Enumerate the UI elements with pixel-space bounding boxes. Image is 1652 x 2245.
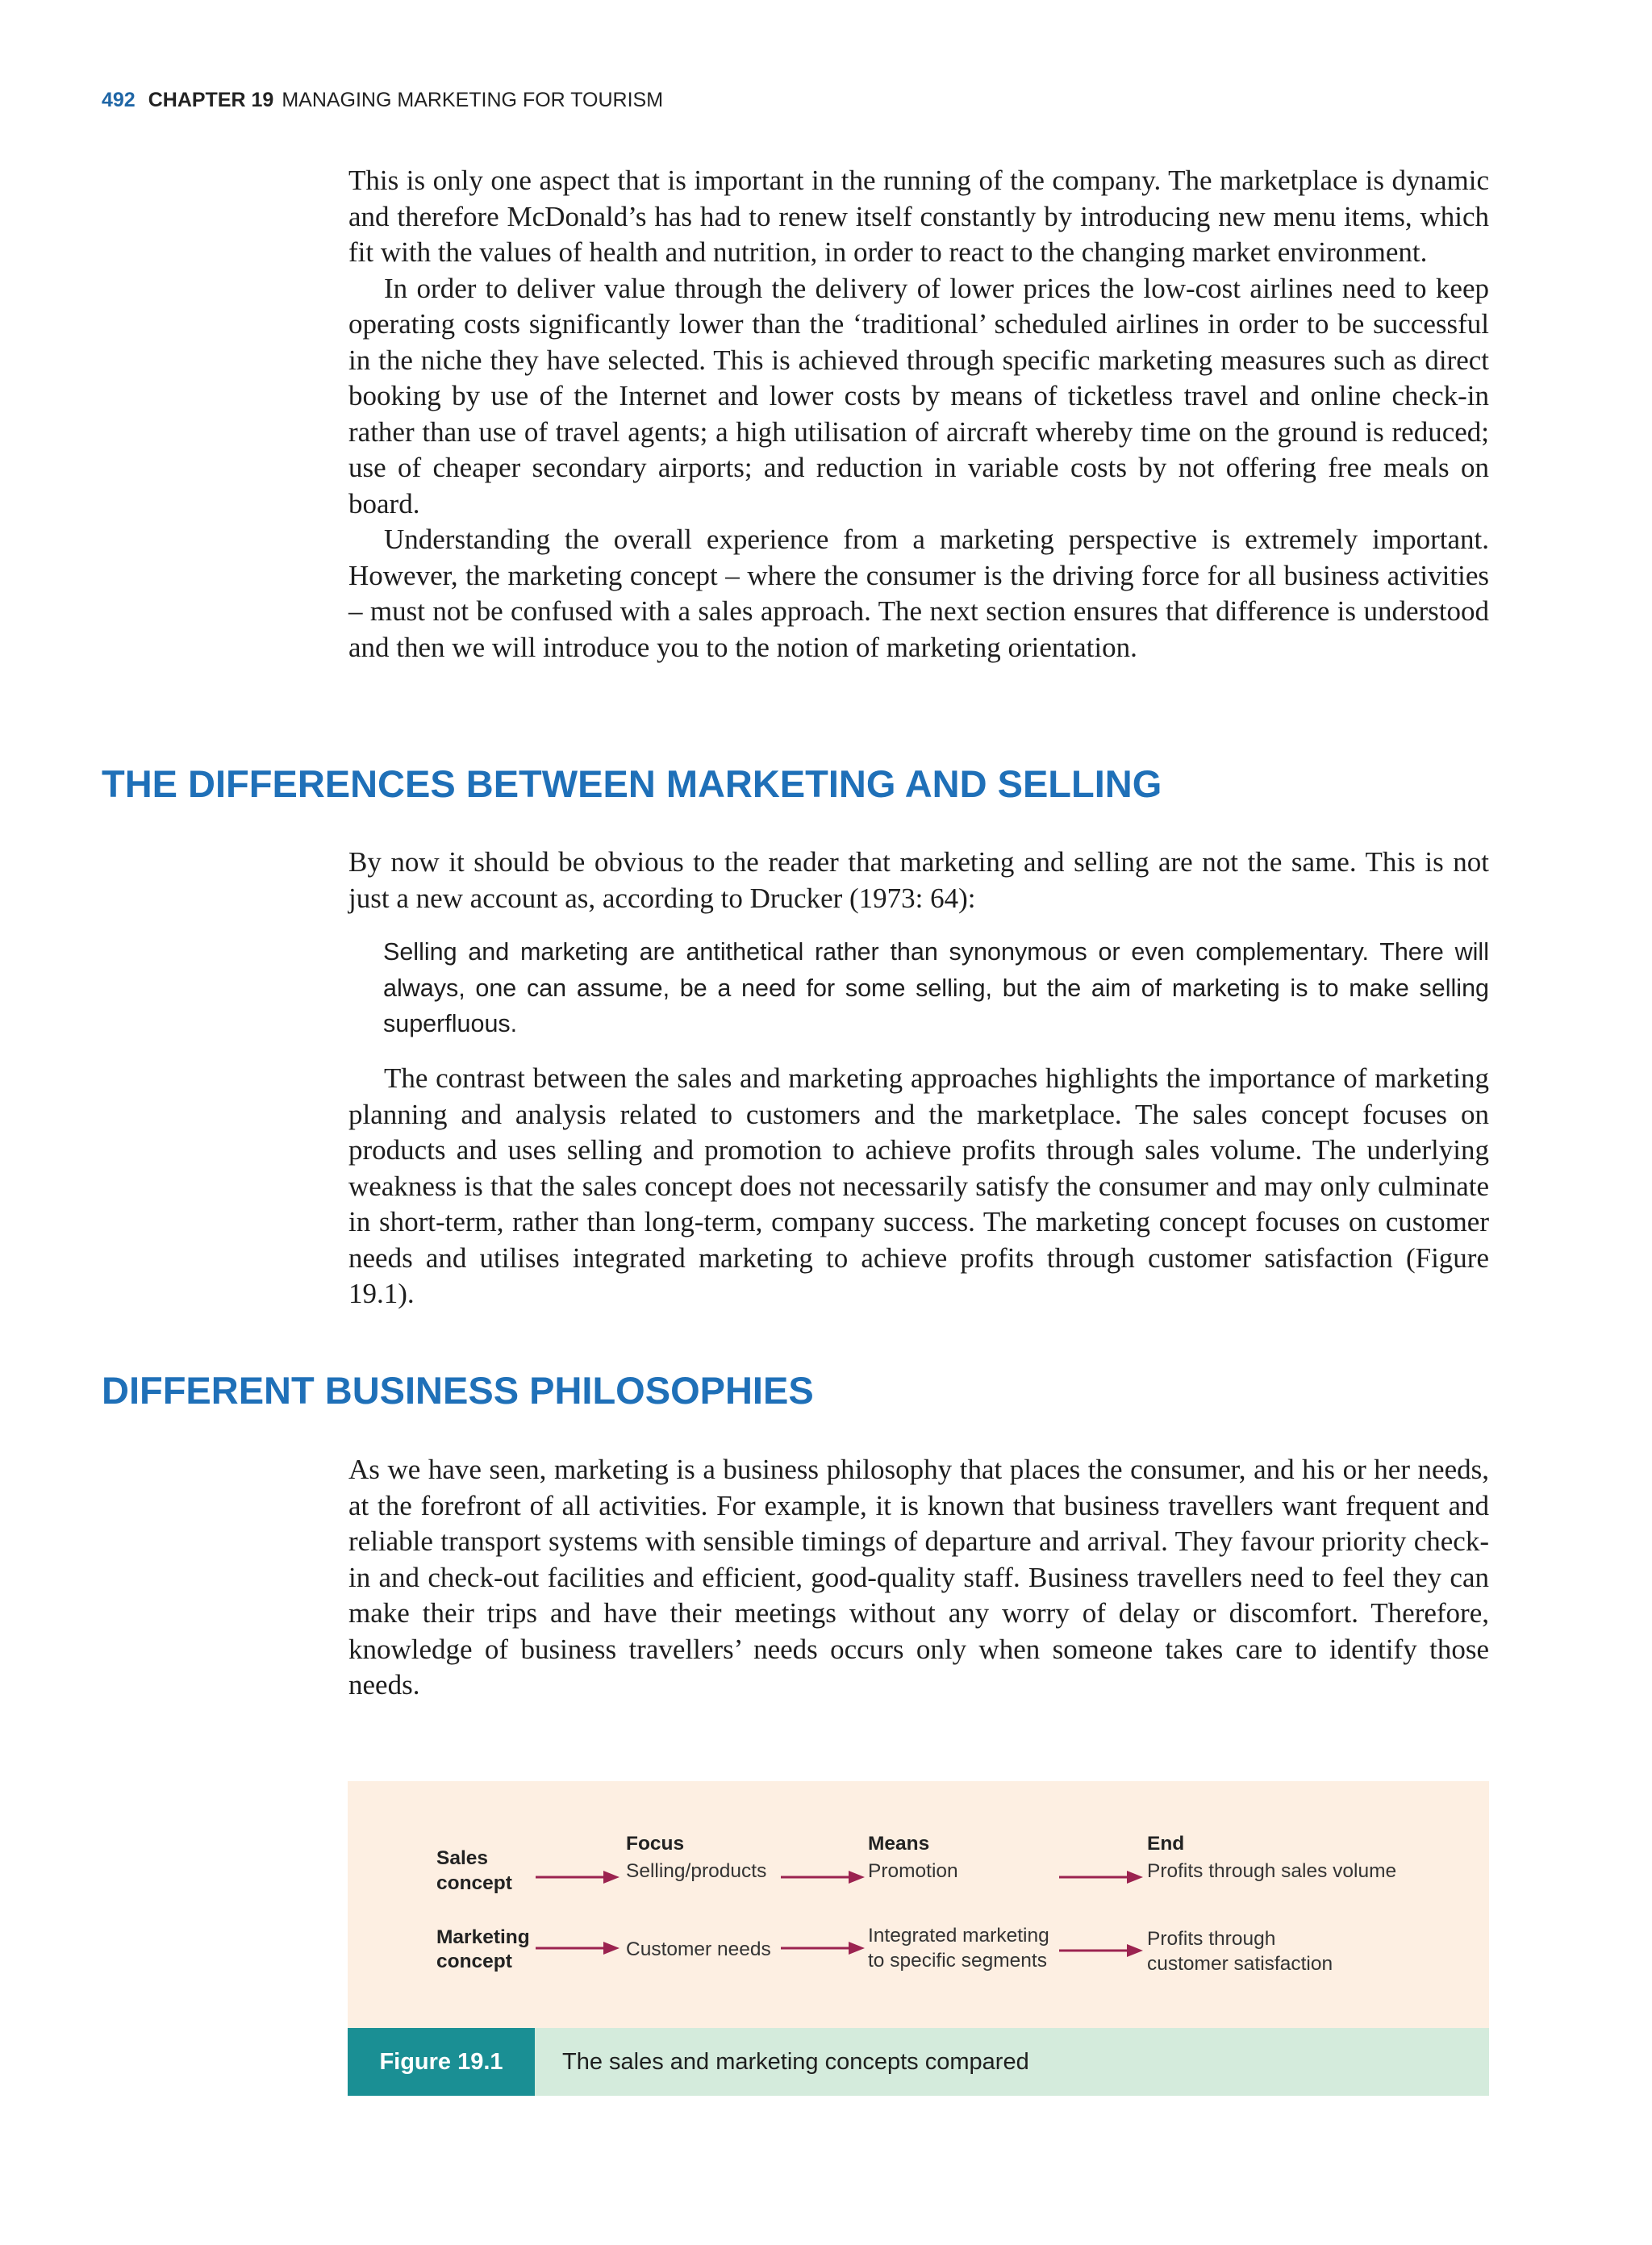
section1-body bbox=[348, 1061, 1489, 1312]
sales-end: Profits through sales volume bbox=[1147, 1860, 1397, 1882]
figure-caption: The sales and marketing concepts compared bbox=[562, 2049, 1029, 2075]
arrow-icon bbox=[536, 1867, 621, 1888]
page-number: 492 bbox=[102, 89, 136, 111]
chapter-label: CHAPTER 19 bbox=[148, 89, 274, 111]
arrow-icon bbox=[781, 1938, 866, 1959]
section2-body bbox=[348, 1452, 1489, 1704]
section-heading-business-philosophies: DIFFERENT BUSINESS PHILOSOPHIES bbox=[102, 1369, 814, 1412]
drucker-quote: Selling and marketing are antithetical rather than synonymous or even complementary. There will always, one can assume, be a need for some selling, but the aim of marketing is to make selling superfluous. bbox=[383, 938, 1489, 1037]
intro-text bbox=[348, 163, 1489, 666]
column-heading-means: Means bbox=[868, 1833, 930, 1855]
marketing-means-line2: to specific segments bbox=[868, 1950, 1047, 1972]
chapter-title: MANAGING MARKETING FOR TOURISM bbox=[282, 89, 664, 111]
sales-focus: Selling/products bbox=[626, 1860, 767, 1882]
marketing-end-line2: customer satisfaction bbox=[1147, 1953, 1333, 1975]
section1-paragraph-1: By now it should be obvious to the reader that marketing and selling are not the same. This is not just a new account as, according to Drucker (1973: 64): bbox=[348, 846, 1489, 914]
section1-intro bbox=[348, 845, 1489, 916]
marketing-focus: Customer needs bbox=[626, 1938, 771, 1960]
figure-panel bbox=[348, 1781, 1489, 2028]
intro-paragraph-1: This is only one aspect that is important in the running of the company. The marketplace is dynamic and therefore McDonald’s has had to renew itself constantly by introducing new menu items, which fit with the values of health and nutrition, in order to react to the changing market environment. bbox=[348, 165, 1489, 268]
section-heading-marketing-vs-selling: THE DIFFERENCES BETWEEN MARKETING AND SELLING bbox=[102, 762, 1162, 805]
arrow-icon bbox=[536, 1938, 621, 1959]
arrow-icon bbox=[781, 1867, 866, 1888]
figure-caption-bar bbox=[348, 2028, 1489, 2096]
figure-19-1 bbox=[348, 1781, 1489, 2096]
intro-paragraph-3: Understanding the overall experience from a marketing perspective is extremely important. However, the marketing concept – where the consumer is the driving force for all business activities – must not be confused with a sales approach. The next section ensures that difference is understood and then we will introduce you to the notion of marketing orientation. bbox=[348, 524, 1489, 663]
figure-label: Figure 19.1 bbox=[348, 2028, 535, 2096]
arrow-icon bbox=[1059, 1867, 1145, 1888]
column-heading-end: End bbox=[1147, 1833, 1185, 1855]
marketing-means-line1: Integrated marketing bbox=[868, 1925, 1049, 1947]
marketing-end-line1: Profits through bbox=[1147, 1928, 1276, 1950]
section1-paragraph-2: The contrast between the sales and marketing approaches highlights the importance of marketing planning and analysis related to customers and the marketplace. The sales concept focuses on products and uses selling and promotion to achieve profits through sales volume. The underlying weakness is that the sales concept does not necessarily satisfy the consumer and may only culminate in short-term, rather than long-term, company success. The marketing concept focuses on customer needs and utilises integrated marketing to achieve profits through customer satisfaction (Figure 19.1). bbox=[348, 1062, 1489, 1309]
arrow-icon bbox=[1059, 1940, 1145, 1961]
sales-concept-label-line1: Sales bbox=[436, 1847, 489, 1869]
sales-means: Promotion bbox=[868, 1860, 958, 1882]
marketing-concept-label-line2: concept bbox=[436, 1951, 512, 1972]
marketing-concept-label-line1: Marketing bbox=[436, 1926, 530, 1948]
running-head bbox=[102, 89, 663, 112]
sales-concept-label-line2: concept bbox=[436, 1872, 512, 1894]
column-heading-focus: Focus bbox=[626, 1833, 685, 1855]
section2-paragraph-1: As we have seen, marketing is a business philosophy that places the consumer, and his or her needs, at the forefront of all activities. For example, it is known that business travellers want frequent and reliable transport systems with sensible timings of departure and arrival. They favour priority check-in and check-out facilities and efficient, good-quality staff. Business travellers need to feel they can make their trips and have their meetings without any worry of delay or discomfort. Therefore, knowledge of business travellers’ needs occurs only when someone takes care to identify those needs. bbox=[348, 1454, 1489, 1700]
intro-paragraph-2: In order to deliver value through the delivery of lower prices the low-cost airlines need to keep operating costs significantly lower than the ‘traditional’ scheduled airlines in order to be successful in the niche they have selected. This is achieved through specific marketing measures such as direct booking by use of the Internet and lower costs by means of ticketless travel and online check-in rather than use of travel agents; a high utilisation of aircraft whereby time on the ground is reduced; use of cheaper secondary airports; and reduction in variable costs by not offering free meals on board. bbox=[348, 272, 1489, 520]
